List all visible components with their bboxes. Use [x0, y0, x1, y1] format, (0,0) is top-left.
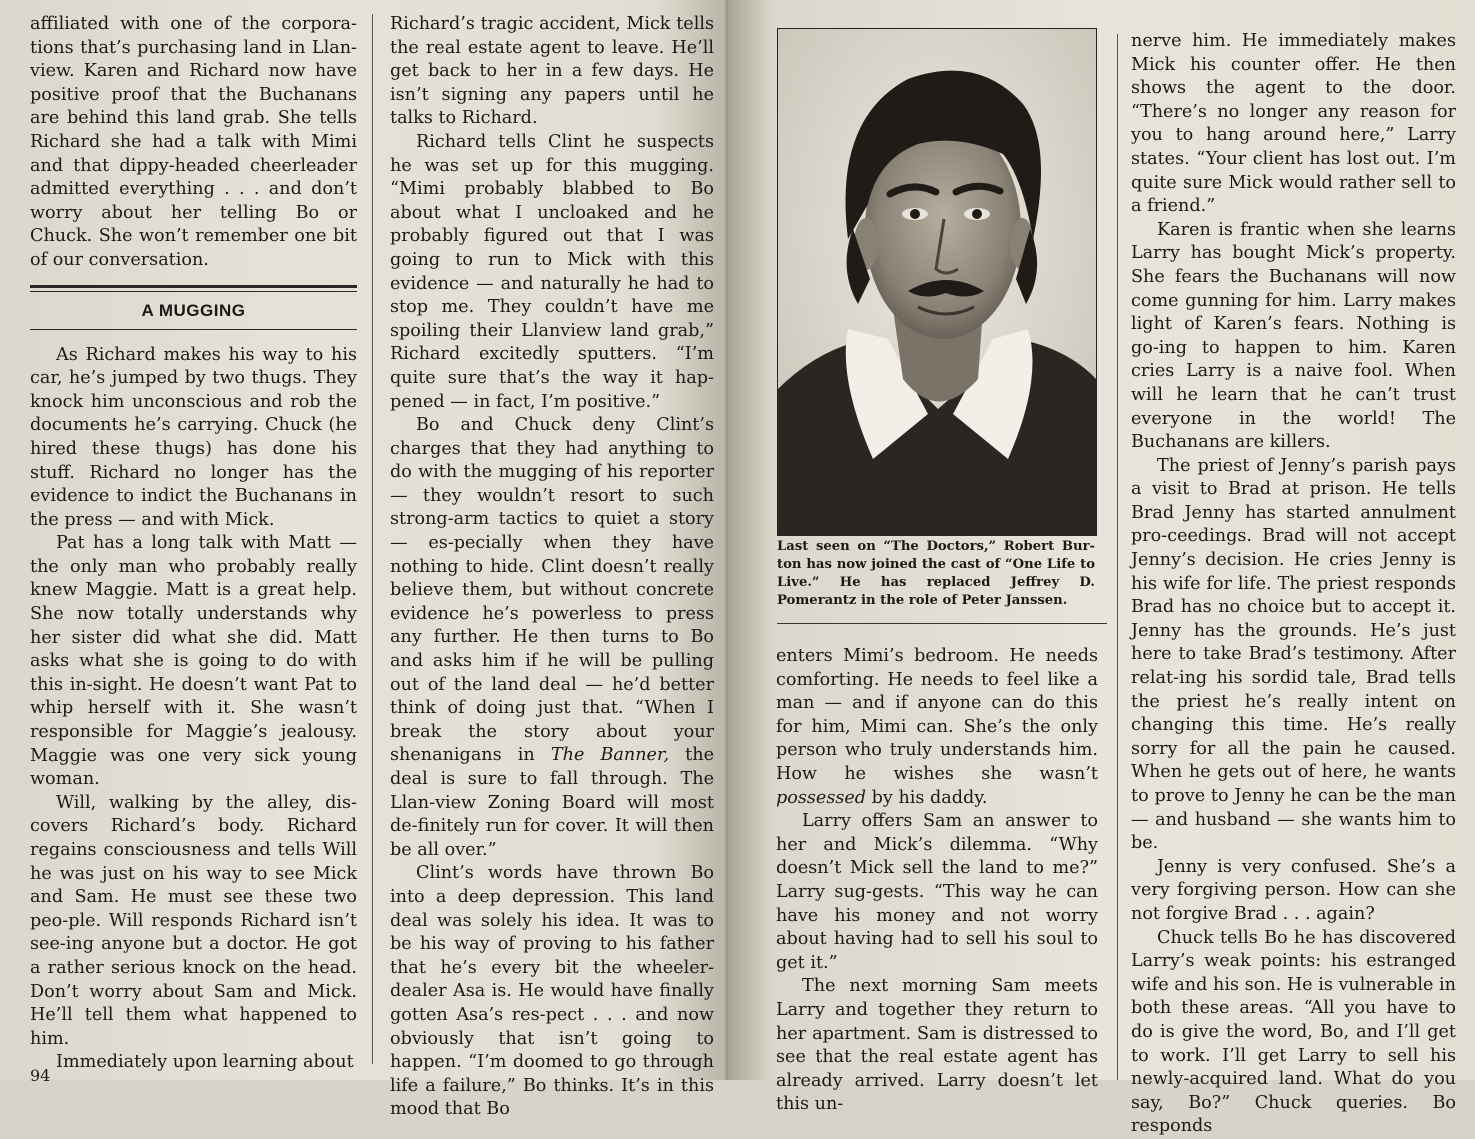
paragraph-text: by his daddy.	[871, 787, 988, 808]
section-heading-block	[30, 285, 357, 330]
column-divider	[1117, 34, 1118, 1080]
paragraph: As Richard makes his way to his car, he’s jumped by two thugs. They knock him unconscious and rob the documents he’s carrying. Chuck (he hired these thugs) has done his stuff. Richard no longer has the evidence to indict the Buchanans in the press — and with Mick.	[30, 344, 357, 530]
paragraph: Clint’s words have thrown Bo into a deep depression. This land deal was solely his idea. It was to be his way of proving to his father that he’s every bit the wheeler-dealer Asa is. He would have finally gotten Asa’s res-pect . . . and now obviously that isn’t going to happen. “I’m doomed to go through life a failure,” Bo thinks. It’s in this mood that Bo	[390, 863, 714, 1120]
column-1	[30, 13, 357, 1075]
portrait-illustration	[778, 29, 1096, 535]
paragraph-text: the deal is sure to fall through. The Llan-view Zoning Board will most de-finitely run for cover. It will then be all over.”	[390, 745, 714, 860]
paragraph-text: enters Mimi’s bedroom. He needs comforting. He needs to feel like a man — and if anyone can do this for him, Mimi can. She’s the only person who truly understands him. How he wishes she wasn’t	[776, 646, 1098, 784]
paragraph: Richard tells Clint he suspects he was set up for this mugging. “Mimi probably blabbed to Bo about what I uncloaked and he probably figured out that I was going to run to Mick with this evidence — and naturally he had to stop me. They couldn’t have me spoiling their Llanview land grab,” Richard excitedly sputters. “I’m quite sure that’s the way it hap-pened — in fact, I’m positive.”	[390, 131, 714, 412]
paragraph: Richard’s tragic accident, Mick tells the real estate agent to leave. He’ll get back to her in a few days. He isn’t signing any papers until he talks to Richard.	[390, 14, 714, 129]
page-number: 94	[30, 1066, 51, 1085]
paragraph: Karen is frantic when she learns Larry has bought Mick’s property. She fears the Buchanans will now come gunning for him. Larry makes light of Karen’s fears. Nothing is go-ing to happen to him. Karen cries Larry is a naive fool. When will he learn that he can’t trust everyone in the world! The Buchanans are killers.	[1131, 219, 1456, 453]
heading-rule-thick	[30, 285, 357, 288]
paragraph: The priest of Jenny’s parish pays a visit to Brad at prison. He tells Brad Jenny has started annulment pro-ceedings. Brad will not accept Jenny’s decision. He cries Jenny is his wife for life. The priest responds Brad has no choice but to accept it. Jenny has the grounds. He’s just here to take Brad’s testimony. After relat-ing his sordid tale, Brad tells the priest he’s really intent on changing this time. He’s really sorry for all the pain he caused. When he gets out of here, he wants to prove to Jenny he can be the man — and husband — she wants him to be.	[1131, 455, 1456, 854]
paragraph: Will, walking by the alley, dis-covers Richard’s body. Richard regains consciousness and tells Will he was just on his way to see Mick and Sam. He must see these two peo-ple. Will responds Richard isn’t see-ing anyone but a doctor. He got a rather serious knock on the head. Don’t worry about Sam and Mick. He’ll tell them what happened to him.	[30, 792, 357, 1049]
heading-rule-bottom	[30, 329, 357, 330]
paragraph: Chuck tells Bo he has discovered Larry’s weak points: his estranged wife and his son. He is vulnerable in both these areas. “All you have to do is give the word, Bo, and I’ll get to work. I’ll get Larry to sell his newly-acquired land. What do you say, Bo?” Chuck queries. Bo responds	[1131, 927, 1456, 1137]
photo-caption: Last seen on “The Doctors,” Robert Bur-ton has now joined the cast of “One Life to Live.” He has replaced Jeffrey D. Pomerantz in the role of Peter Janssen.	[777, 539, 1095, 608]
column-3	[776, 645, 1098, 1117]
column-2	[390, 13, 714, 1122]
column-divider	[372, 14, 373, 1064]
paragraph: Jenny is very confused. She’s a very forgiving person. How can she not forgive Brad . . . again?	[1131, 856, 1456, 924]
section-heading: A MUGGING	[141, 300, 246, 320]
caption-rule	[777, 623, 1107, 624]
portrait-photo	[777, 28, 1097, 536]
italic-word: possessed	[776, 787, 867, 808]
italic-title: The Banner,	[550, 745, 670, 766]
paragraph: Larry offers Sam an answer to her and Mick’s dilemma. “Why doesn’t Mick sell the land to me?” Larry sug-gests. “This way he can have his money and not worry about having had to sell his soul to get it.”	[776, 811, 1098, 973]
column-4	[1131, 30, 1456, 1139]
left-page	[0, 0, 728, 1120]
paragraph: Pat has a long talk with Matt — the only man who probably really knew Maggie. Matt is a great help. She now totally understands why her sister did what she did. Matt asks what she is going to do with this in-sight. He doesn’t want Pat to whip herself with it. She wasn’t responsible for Maggie’s jealousy. Maggie was one very sick young woman.	[30, 533, 357, 790]
paragraph: The next morning Sam meets Larry and together they return to her apartment. Sam is distressed to see that the real estate agent has already arrived. Larry doesn’t let this un-	[776, 976, 1098, 1115]
paragraph: Immediately upon learning about	[56, 1052, 354, 1073]
paragraph: affiliated with one of the corpora-tions that’s purchasing land in Llan-view. Karen and Richard now have positive proof that the Buchanans are behind this land grab. She tells Richard she had a talk with Mimi and that dippy-headed cheerleader admitted everything . . . and don’t worry about her telling Bo or Chuck. She won’t remember one bit of our conversation.	[30, 14, 357, 270]
paragraph	[776, 645, 1098, 810]
paragraph	[390, 414, 714, 862]
paragraph-text: Bo and Chuck deny Clint’s charges that they had anything to do with the mugging of his reporter — they wouldn’t resort to such strong-arm tactics to quiet a story — es-pecially when they have nothing to hide. Clint doesn’t really believe them, but without concrete evidence he’s powerless to press any further. He then turns to Bo and asks him if he will be pulling out of the land deal — he’d better think of doing just that. “When I break the story about your shenanigans in	[390, 415, 714, 766]
paragraph: nerve him. He immediately makes Mick his counter offer. He then shows the agent to the door. “There’s no longer any reason for you to hang around here,” Larry states. “Your client has lost out. I’m quite sure Mick would rather sell to a friend.”	[1131, 31, 1456, 217]
